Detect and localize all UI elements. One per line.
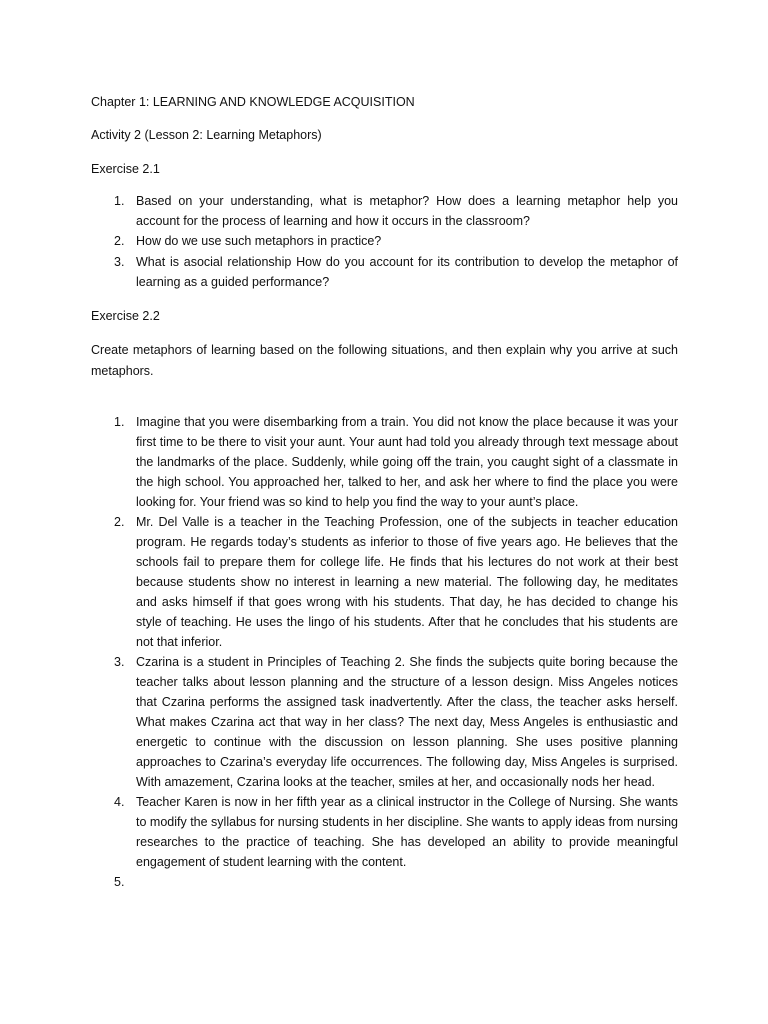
exercise-2-2-situations xyxy=(91,412,678,892)
list-item xyxy=(91,231,678,251)
list-item xyxy=(91,412,678,512)
item-number: 3. xyxy=(114,655,125,670)
item-text: Imagine that you were disembarking from a train. You did not know the place because it was your first time to be there to visit your aunt. Your aunt had told you already through text message about the landmarks of the place. Suddenly, while going off the train, you caught sight of a classmate in the high school. You approached her, talked to her, and ask her where to find the place you were looking for. Your friend was so kind to help you find the way to your aunt’s place. xyxy=(136,415,678,510)
item-text: What is asocial relationship How do you account for its contribution to develop the metaphor of learning as a guided performance? xyxy=(136,254,678,289)
list-item xyxy=(91,512,678,652)
list-item xyxy=(91,792,678,872)
item-number: 1. xyxy=(114,194,125,208)
item-text: Czarina is a student in Principles of Teaching 2. She finds the subjects quite boring because the teacher talks about lesson planning and the structure of a lesson design. Miss Angeles notices that Czarina performs the assigned task inadvertently. After the class, the teacher asks herself. What makes Czarina act that way in her class? The next day, Mess Angeles is enthusiastic and energetic to continue with the discussion on lesson planning. She uses positive planning approaches to Czarina’s everyday life occurrences. The following day, Miss Angeles is surprised. With amazement, Czarina looks at the teacher, smiles at her, and occasionally nods her head. xyxy=(136,655,678,790)
item-text: How do we use such metaphors in practice? xyxy=(136,234,382,249)
item-number: 5. xyxy=(114,875,125,890)
exercise-2-1-heading: Exercise 2.1 xyxy=(91,162,160,176)
item-text xyxy=(136,872,678,892)
item-number: 3. xyxy=(114,254,125,269)
item-text: Mr. Del Valle is a teacher in the Teaching Profession, one of the subjects in teacher education program. He regards today’s students as inferior to those of five years ago. He believes that the schools fail to prepare them for college life. He finds that his lectures do not work at their best because students show no interest in learning a new material. The following day, he meditates and asks himself if that goes wrong with his students. That day, he has decided to change his style of teaching. He uses the lingo of his students. After that he concludes that his students are not that inferior. xyxy=(136,515,678,650)
exercise-2-2-heading: Exercise 2.2 xyxy=(91,309,160,324)
list-item xyxy=(91,652,678,792)
exercise-2-1-questions xyxy=(91,191,678,292)
list-item xyxy=(91,252,678,292)
item-number: 2. xyxy=(114,515,125,530)
chapter-title: Chapter 1: LEARNING AND KNOWLEDGE ACQUISITION xyxy=(91,95,415,109)
exercise-2-2-instructions: Create metaphors of learning based on the following situations, and then explain why you arrive at such metaphors. xyxy=(91,343,678,379)
list-item xyxy=(91,191,678,231)
activity-title: Activity 2 (Lesson 2: Learning Metaphors) xyxy=(91,128,322,142)
item-number: 4. xyxy=(114,795,125,810)
item-text: Based on your understanding, what is metaphor? How does a learning metaphor help you account for the process of learning and how it occurs in the classroom? xyxy=(136,194,678,229)
list-item xyxy=(91,872,678,892)
item-number: 2. xyxy=(114,234,125,249)
item-text: Teacher Karen is now in her fifth year as a clinical instructor in the College of Nursing. She wants to modify the syllabus for nursing students in her discipline. She wants to apply ideas from nursing researches to the practice of teaching. She has developed an ability to provide meaningful engagement of student learning with the content. xyxy=(136,795,678,870)
item-number: 1. xyxy=(114,415,125,430)
